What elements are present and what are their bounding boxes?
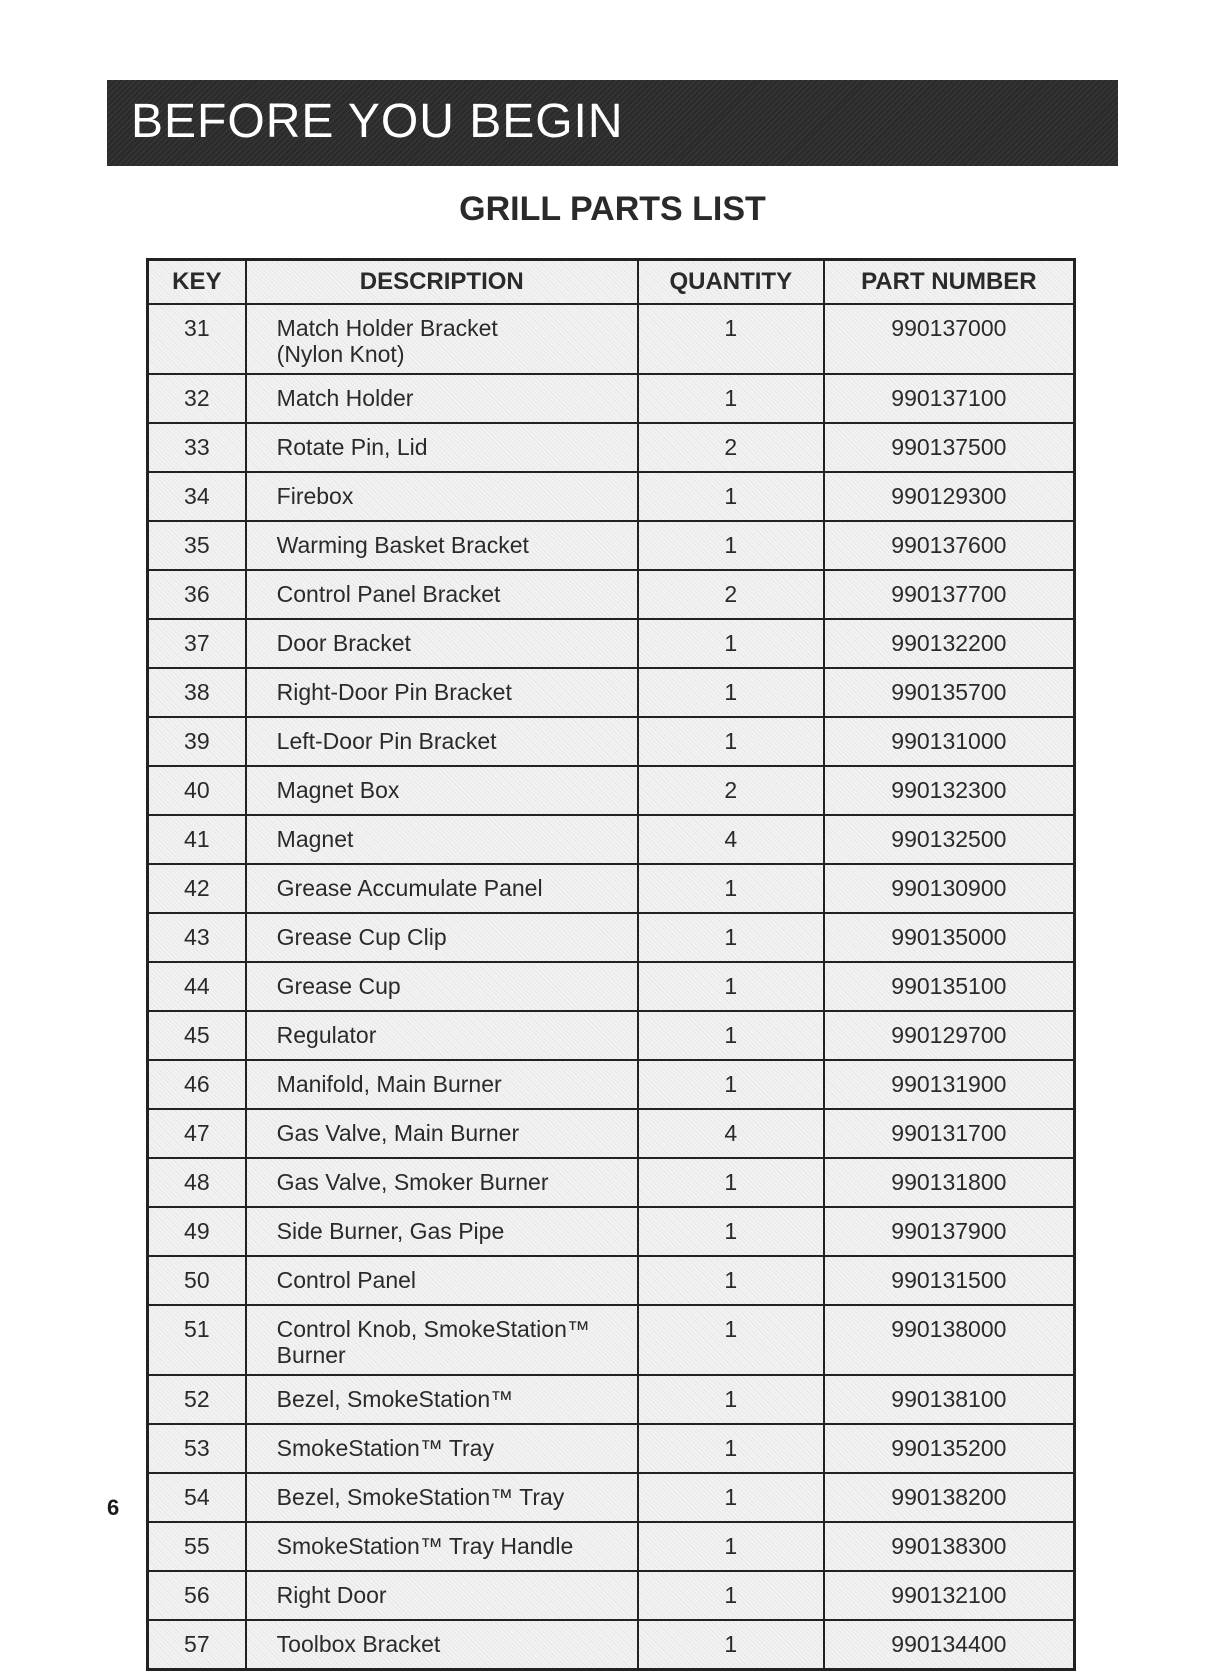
- cell-key: 47: [148, 1109, 246, 1158]
- table-row: [148, 1571, 1075, 1620]
- column-header-quantity: QUANTITY: [638, 260, 824, 305]
- column-header-description: DESCRIPTION: [246, 260, 638, 305]
- cell-quantity: 1: [638, 1011, 824, 1060]
- table-row: [148, 423, 1075, 472]
- table-header-row: [148, 260, 1075, 305]
- table-row: [148, 962, 1075, 1011]
- table-row: [148, 570, 1075, 619]
- cell-key: 45: [148, 1011, 246, 1060]
- cell-part-number: 990137700: [824, 570, 1075, 619]
- cell-quantity: 1: [638, 1375, 824, 1424]
- cell-key: 57: [148, 1620, 246, 1670]
- cell-description: [246, 766, 638, 815]
- cell-part-number: 990131800: [824, 1158, 1075, 1207]
- table-row: [148, 1060, 1075, 1109]
- cell-quantity: 1: [638, 521, 824, 570]
- cell-quantity: 1: [638, 619, 824, 668]
- cell-quantity: 1: [638, 304, 824, 374]
- column-header-key: KEY: [148, 260, 246, 305]
- cell-part-number: 990135100: [824, 962, 1075, 1011]
- cell-description: [246, 423, 638, 472]
- description-line: Warming Basket Bracket: [276, 532, 529, 558]
- cell-description: [246, 962, 638, 1011]
- cell-key: 37: [148, 619, 246, 668]
- table-row: [148, 1473, 1075, 1522]
- column-header-part-number: PART NUMBER: [824, 260, 1075, 305]
- cell-key: 43: [148, 913, 246, 962]
- cell-part-number: 990132200: [824, 619, 1075, 668]
- description-line: Rotate Pin, Lid: [276, 434, 428, 460]
- cell-part-number: 990129700: [824, 1011, 1075, 1060]
- cell-description: [246, 1109, 638, 1158]
- cell-quantity: 1: [638, 1207, 824, 1256]
- cell-description: [246, 1620, 638, 1670]
- cell-part-number: 990137600: [824, 521, 1075, 570]
- description-line-2: (Nylon Knot): [276, 341, 405, 367]
- cell-part-number: 990137100: [824, 374, 1075, 423]
- description-line: Match Holder Bracket: [276, 315, 498, 341]
- table-row: [148, 1620, 1075, 1670]
- cell-part-number: 990138300: [824, 1522, 1075, 1571]
- banner-title: BEFORE YOU BEGIN: [131, 95, 624, 148]
- cell-quantity: 1: [638, 1620, 824, 1670]
- cell-key: 49: [148, 1207, 246, 1256]
- description-line: Right-Door Pin Bracket: [276, 679, 512, 705]
- cell-description: [246, 1011, 638, 1060]
- table-row: [148, 472, 1075, 521]
- cell-key: 44: [148, 962, 246, 1011]
- cell-quantity: 2: [638, 423, 824, 472]
- cell-quantity: 1: [638, 1522, 824, 1571]
- cell-quantity: 1: [638, 1256, 824, 1305]
- description-line-2: Burner: [276, 1342, 346, 1368]
- description-line: Left-Door Pin Bracket: [276, 728, 497, 754]
- cell-description: [246, 1060, 638, 1109]
- cell-part-number: 990138200: [824, 1473, 1075, 1522]
- cell-key: 38: [148, 668, 246, 717]
- table-row: [148, 1375, 1075, 1424]
- cell-description: [246, 1375, 638, 1424]
- cell-key: 46: [148, 1060, 246, 1109]
- cell-key: 35: [148, 521, 246, 570]
- table-row: [148, 864, 1075, 913]
- cell-description: [246, 815, 638, 864]
- cell-key: 32: [148, 374, 246, 423]
- table-row: [148, 1207, 1075, 1256]
- description-line: Magnet Box: [276, 777, 400, 803]
- cell-part-number: 990132300: [824, 766, 1075, 815]
- cell-key: 54: [148, 1473, 246, 1522]
- cell-part-number: 990130900: [824, 864, 1075, 913]
- cell-part-number: 990135200: [824, 1424, 1075, 1473]
- table-row: [148, 1305, 1075, 1375]
- cell-quantity: 1: [638, 374, 824, 423]
- cell-description: [246, 717, 638, 766]
- table-row: [148, 1424, 1075, 1473]
- description-line: Door Bracket: [276, 630, 411, 656]
- cell-part-number: 990137000: [824, 304, 1075, 374]
- cell-key: 56: [148, 1571, 246, 1620]
- cell-key: 39: [148, 717, 246, 766]
- description-line: Control Panel Bracket: [276, 581, 501, 607]
- table-row: [148, 1158, 1075, 1207]
- cell-key: 51: [148, 1305, 246, 1375]
- table-row: [148, 1109, 1075, 1158]
- cell-key: 42: [148, 864, 246, 913]
- cell-quantity: 1: [638, 913, 824, 962]
- cell-quantity: 1: [638, 864, 824, 913]
- description-line: Grease Cup Clip: [276, 924, 447, 950]
- table-row: [148, 1011, 1075, 1060]
- cell-part-number: 990135000: [824, 913, 1075, 962]
- cell-quantity: 1: [638, 1473, 824, 1522]
- table-body: [148, 304, 1075, 1670]
- description-line: Manifold, Main Burner: [276, 1071, 502, 1097]
- cell-key: 50: [148, 1256, 246, 1305]
- description-line: Grease Accumulate Panel: [276, 875, 543, 901]
- cell-quantity: 1: [638, 668, 824, 717]
- cell-key: 40: [148, 766, 246, 815]
- table-row: [148, 668, 1075, 717]
- table-row: [148, 1522, 1075, 1571]
- cell-description: [246, 913, 638, 962]
- cell-key: 55: [148, 1522, 246, 1571]
- table-row: [148, 374, 1075, 423]
- cell-description: [246, 570, 638, 619]
- cell-description: [246, 1256, 638, 1305]
- description-line: SmokeStation™ Tray: [276, 1435, 494, 1461]
- page-number: 6: [107, 1495, 120, 1520]
- description-line: Bezel, SmokeStation™ Tray: [276, 1484, 565, 1510]
- description-line: Match Holder: [276, 385, 414, 411]
- description-line: Gas Valve, Main Burner: [276, 1120, 520, 1146]
- cell-description: [246, 1522, 638, 1571]
- page-title: GRILL PARTS LIST: [459, 190, 766, 228]
- cell-part-number: 990132100: [824, 1571, 1075, 1620]
- cell-quantity: 1: [638, 1305, 824, 1375]
- table-row: [148, 521, 1075, 570]
- cell-part-number: 990131700: [824, 1109, 1075, 1158]
- table-row: [148, 619, 1075, 668]
- cell-description: [246, 1207, 638, 1256]
- description-line: Gas Valve, Smoker Burner: [276, 1169, 549, 1195]
- table-row: [148, 913, 1075, 962]
- cell-key: 31: [148, 304, 246, 374]
- cell-description: [246, 668, 638, 717]
- table-row: [148, 766, 1075, 815]
- cell-description: [246, 1305, 638, 1375]
- cell-description: [246, 1424, 638, 1473]
- description-line: Right Door: [276, 1582, 387, 1608]
- description-line: Grease Cup: [276, 973, 401, 999]
- cell-quantity: 2: [638, 766, 824, 815]
- cell-key: 52: [148, 1375, 246, 1424]
- description-line: SmokeStation™ Tray Handle: [276, 1533, 574, 1559]
- cell-description: [246, 374, 638, 423]
- cell-quantity: 4: [638, 815, 824, 864]
- description-line: Regulator: [276, 1022, 377, 1048]
- cell-quantity: 1: [638, 1571, 824, 1620]
- cell-description: [246, 1158, 638, 1207]
- parts-table: [146, 258, 1076, 1671]
- cell-part-number: 990134400: [824, 1620, 1075, 1670]
- section-banner: [107, 80, 1118, 166]
- cell-part-number: 990131500: [824, 1256, 1075, 1305]
- cell-quantity: 1: [638, 472, 824, 521]
- cell-key: 53: [148, 1424, 246, 1473]
- cell-key: 48: [148, 1158, 246, 1207]
- cell-part-number: 990137500: [824, 423, 1075, 472]
- description-line: Firebox: [276, 483, 354, 509]
- cell-quantity: 1: [638, 717, 824, 766]
- cell-quantity: 2: [638, 570, 824, 619]
- cell-part-number: 990137900: [824, 1207, 1075, 1256]
- cell-quantity: 1: [638, 1424, 824, 1473]
- description-line: Bezel, SmokeStation™: [276, 1386, 514, 1412]
- cell-key: 41: [148, 815, 246, 864]
- cell-quantity: 4: [638, 1109, 824, 1158]
- description-line: Control Panel: [276, 1267, 417, 1293]
- cell-part-number: 990135700: [824, 668, 1075, 717]
- cell-key: 34: [148, 472, 246, 521]
- cell-quantity: 1: [638, 962, 824, 1011]
- cell-quantity: 1: [638, 1060, 824, 1109]
- cell-part-number: 990138000: [824, 1305, 1075, 1375]
- cell-description: [246, 1571, 638, 1620]
- table-row: [148, 304, 1075, 374]
- table-row: [148, 717, 1075, 766]
- cell-description: [246, 864, 638, 913]
- cell-description: [246, 521, 638, 570]
- description-line: Magnet: [276, 826, 354, 852]
- cell-part-number: 990131000: [824, 717, 1075, 766]
- cell-description: [246, 304, 638, 374]
- table-row: [148, 1256, 1075, 1305]
- description-line: Side Burner, Gas Pipe: [276, 1218, 505, 1244]
- cell-description: [246, 472, 638, 521]
- cell-key: 36: [148, 570, 246, 619]
- description-line: Toolbox Bracket: [276, 1631, 441, 1657]
- cell-description: [246, 1473, 638, 1522]
- cell-part-number: 990132500: [824, 815, 1075, 864]
- table-row: [148, 815, 1075, 864]
- cell-part-number: 990131900: [824, 1060, 1075, 1109]
- cell-key: 33: [148, 423, 246, 472]
- cell-quantity: 1: [638, 1158, 824, 1207]
- cell-part-number: 990138100: [824, 1375, 1075, 1424]
- description-line: Control Knob, SmokeStation™: [276, 1316, 590, 1342]
- cell-description: [246, 619, 638, 668]
- cell-part-number: 990129300: [824, 472, 1075, 521]
